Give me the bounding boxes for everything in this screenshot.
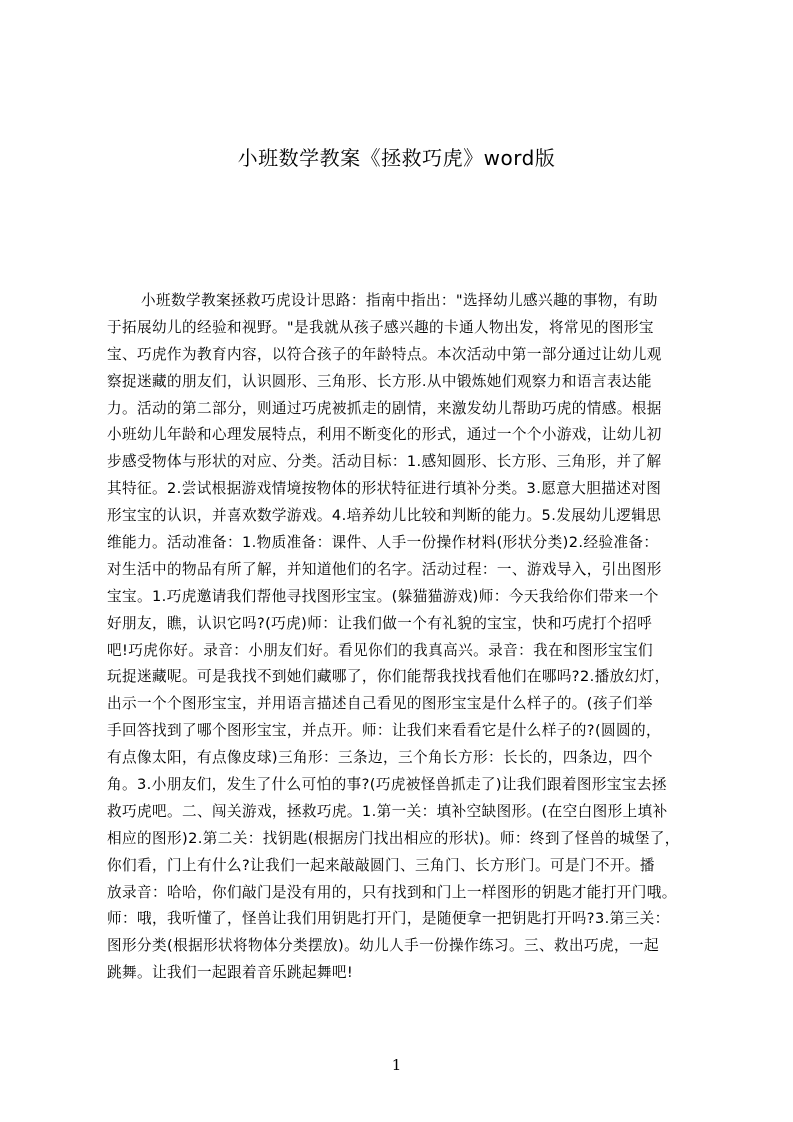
body-line: 角。3.小朋友们，发生了什么可怕的事?(巧虎被怪兽抓走了)让我们跟着图形宝宝去拯 bbox=[107, 776, 667, 794]
body-line: 图形分类(根据形状将物体分类摆放)。幼儿人手一份操作练习。三、救出巧虎，一起 bbox=[107, 937, 659, 955]
body-line: 出示一个个图形宝宝，并用语言描述自己看见的图形宝宝是什么样子的。(孩子们举 bbox=[107, 695, 653, 713]
page-number: 1 bbox=[391, 1056, 402, 1074]
body-line: 察捉迷藏的朋友们，认识圆形、三角形、长方形.从中锻炼她们观察力和语言表达能 bbox=[107, 372, 652, 390]
document-title: 小班数学教案《拯救巧虎》word版 bbox=[237, 146, 556, 170]
body-line: 小班幼儿年龄和心理发展特点，利用不断变化的形式，通过一个个小游戏，让幼儿初 bbox=[107, 426, 662, 444]
body-line: 维能力。活动准备：1.物质准备：课件、人手一份操作材料(形状分类)2.经验准备： bbox=[107, 534, 659, 552]
body-line: 玩捉迷藏呢。可是我找不到她们藏哪了，你们能帮我找找看他们在哪吗?2.播放幻灯， bbox=[107, 668, 670, 686]
body-line: 宝宝。1.巧虎邀请我们帮他寻找图形宝宝。(躲猫猫游戏)师：今天我给你们带来一个 bbox=[107, 587, 659, 605]
body-line: 跳舞。让我们一起跟着音乐跳起舞吧! bbox=[107, 964, 354, 982]
body-line: 放录音：哈哈，你们敲门是没有用的，只有找到和门上一样图形的钥匙才能打开门哦。 bbox=[107, 883, 677, 901]
body-line: 小班数学教案拯救巧虎设计思路：指南中指出："选择幼儿感兴趣的事物，有助 bbox=[141, 292, 658, 309]
body-line: 手回答找到了哪个图形宝宝，并点开。师：让我们来看看它是什么样子的?(圆圆的， bbox=[107, 722, 662, 740]
body-line: 好朋友，瞧，认识它吗?(巧虎)师：让我们做一个有礼貌的宝宝，快和巧虎打个招呼 bbox=[107, 614, 653, 632]
body-line: 其特征。2.尝试根据游戏情境按物体的形状特征进行填补分类。3.愿意大胆描述对图 bbox=[107, 480, 662, 498]
body-line: 对生活中的物品有所了解，并知道他们的名字。活动过程：一、游戏导入，引出图形 bbox=[107, 560, 662, 578]
body-line: 力。活动的第二部分，则通过巧虎被抓走的剧情，来激发幼儿帮助巧虎的情感。根据 bbox=[107, 399, 662, 417]
body-line: 宝、巧虎作为教育内容，以符合孩子的年龄特点。本次活动中第一部分通过让幼儿观 bbox=[107, 345, 662, 363]
body-line: 有点像太阳，有点像皮球)三角形：三条边，三个角长方形：长长的，四条边，四个 bbox=[107, 749, 653, 767]
document-body bbox=[107, 288, 699, 988]
body-line: 吧!巧虎你好。录音：小朋友们好。看见你们的我真高兴。录音：我在和图形宝宝们 bbox=[107, 641, 654, 659]
body-line: 于拓展幼儿的经验和视野。"是我就从孩子感兴趣的卡通人物出发，将常见的图形宝 bbox=[107, 318, 654, 336]
body-line: 步感受物体与形状的对应、分类。活动目标：1.感知圆形、长方形、三角形，并了解 bbox=[107, 453, 662, 471]
body-line: 相应的图形)2.第二关：找钥匙(根据房门找出相应的形状)。师：终到了怪兽的城堡了， bbox=[107, 829, 680, 847]
body-line: 救巧虎吧。二、闯关游戏，拯救巧虎。1.第一关：填补空缺图形。(在空白图形上填补 bbox=[107, 802, 668, 820]
body-line: 你们看，门上有什么?让我们一起来敲敲圆门、三角门、长方形门。可是门不开。播 bbox=[107, 856, 655, 874]
body-line: 形宝宝的认识，并喜欢数学游戏。4.培养幼儿比较和判断的能力。5.发展幼儿逻辑思 bbox=[107, 507, 662, 525]
body-line: 师：哦，我听懂了，怪兽让我们用钥匙打开门，是随便拿一把钥匙打开吗?3.第三关： bbox=[107, 910, 670, 928]
